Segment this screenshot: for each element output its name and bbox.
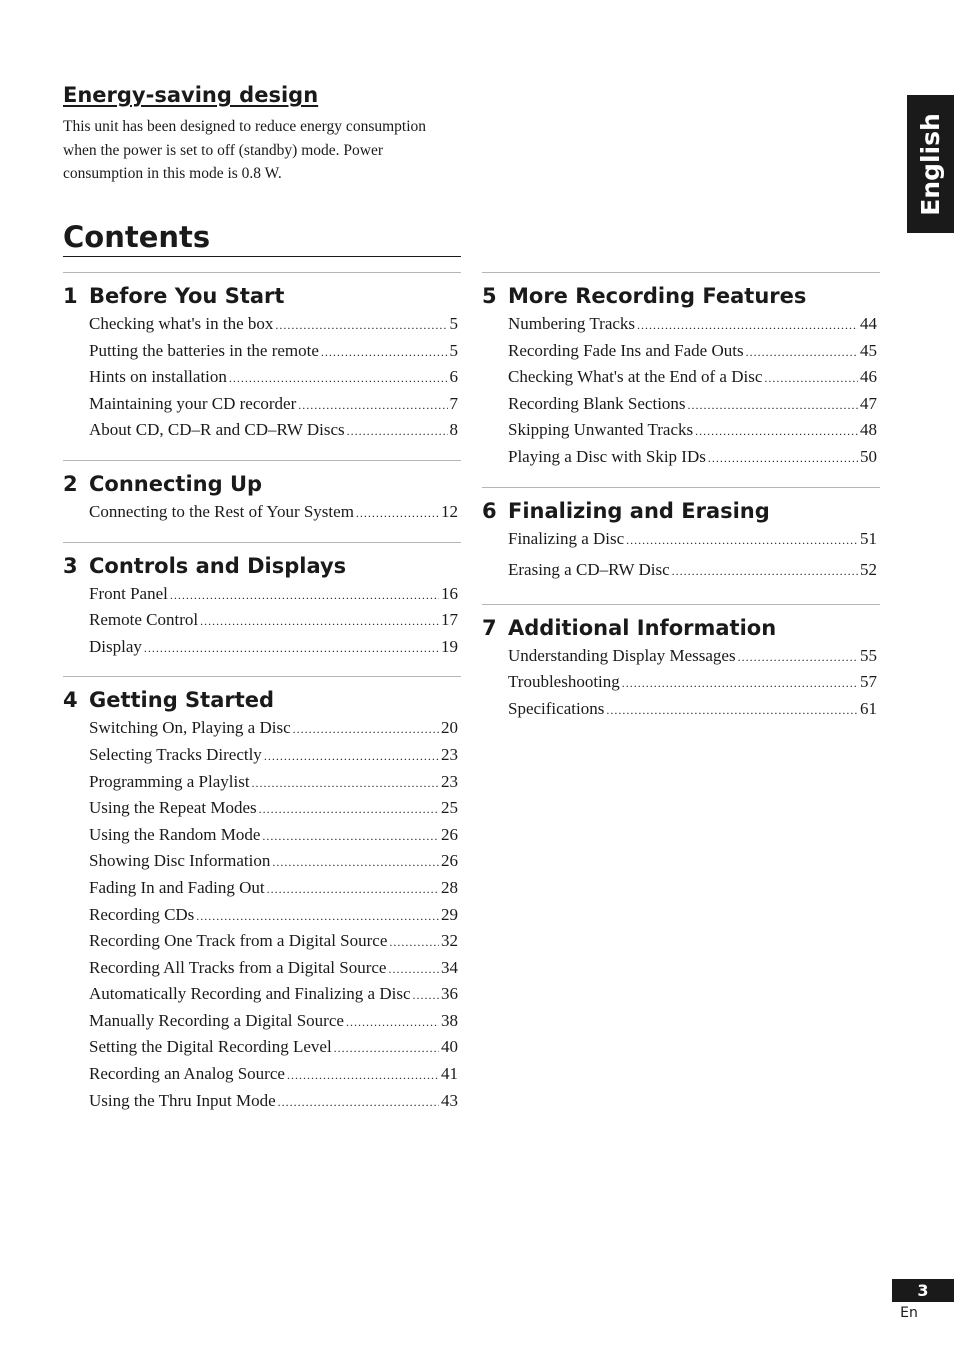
dot-leader bbox=[626, 533, 858, 548]
dot-leader bbox=[252, 776, 439, 791]
toc-entry-page: 38 bbox=[441, 1010, 458, 1030]
toc-entry-label: Remote Control bbox=[89, 610, 199, 630]
toc-entry[interactable] bbox=[508, 367, 877, 394]
toc-entry-label: Automatically Recording and Finalizing a Disc bbox=[89, 984, 411, 1004]
dot-leader bbox=[278, 1095, 439, 1110]
toc-entry-label: Fading In and Fading Out bbox=[89, 877, 265, 897]
dot-leader bbox=[259, 802, 439, 817]
toc-entry[interactable] bbox=[89, 341, 458, 368]
toc-entry-page: 51 bbox=[860, 528, 877, 548]
dot-leader bbox=[321, 345, 448, 360]
toc-entry-label: Connecting to the Rest of Your System bbox=[89, 501, 354, 521]
toc-entry[interactable] bbox=[508, 672, 877, 699]
toc-entry-label: Checking What's at the End of a Disc bbox=[508, 367, 763, 387]
section-number: 3 bbox=[63, 553, 78, 578]
energy-saving-heading: Energy-saving design bbox=[63, 83, 319, 107]
section-title: Before You Start bbox=[89, 284, 285, 308]
toc-entry[interactable] bbox=[89, 798, 458, 825]
toc-entry-label: Setting the Digital Recording Level bbox=[89, 1037, 332, 1057]
toc-entry[interactable] bbox=[89, 637, 458, 664]
section-number: 5 bbox=[482, 284, 497, 308]
toc-entry[interactable] bbox=[508, 447, 877, 474]
toc-entry[interactable] bbox=[508, 560, 877, 591]
dot-leader bbox=[196, 909, 439, 924]
toc-entry-label: Recording Blank Sections bbox=[508, 393, 686, 413]
toc-entry-page: 45 bbox=[860, 340, 877, 360]
language-tab bbox=[907, 95, 954, 233]
toc-entry-page: 44 bbox=[860, 314, 877, 333]
toc-entry-page: 23 bbox=[441, 771, 458, 791]
toc-entry-label: Putting the batteries in the remote bbox=[89, 340, 319, 360]
toc-entry-label: Specifications bbox=[508, 698, 605, 718]
toc-entry[interactable] bbox=[89, 367, 458, 394]
toc-section bbox=[482, 487, 880, 604]
toc-entry[interactable] bbox=[89, 984, 458, 1011]
toc-entry-label: Using the Repeat Modes bbox=[89, 798, 257, 818]
dot-leader bbox=[746, 345, 858, 360]
toc-entry-label: About CD, CD–R and CD–RW Discs bbox=[89, 420, 345, 440]
page-number: 3 bbox=[892, 1279, 954, 1302]
toc-entry-label: Recording an Analog Source bbox=[89, 1064, 285, 1084]
toc-entry[interactable] bbox=[89, 584, 458, 611]
toc-entry[interactable] bbox=[89, 502, 458, 529]
toc-entry-page: 48 bbox=[860, 420, 877, 440]
toc-entry[interactable] bbox=[89, 610, 458, 637]
toc-entry-label: Using the Thru Input Mode bbox=[89, 1090, 276, 1110]
toc-entry-page: 50 bbox=[860, 446, 877, 466]
section-heading bbox=[482, 496, 880, 526]
dot-leader bbox=[298, 398, 447, 413]
dot-leader bbox=[170, 588, 439, 603]
dot-leader bbox=[413, 988, 439, 1003]
section-heading bbox=[63, 551, 461, 581]
dot-leader bbox=[346, 1015, 439, 1030]
toc-entry[interactable] bbox=[508, 420, 877, 447]
section-number: 6 bbox=[482, 498, 497, 523]
dot-leader bbox=[672, 564, 858, 579]
toc-entry-page: 34 bbox=[441, 957, 458, 977]
toc-entry[interactable] bbox=[89, 394, 458, 421]
energy-saving-text: This unit has been designed to reduce energy consumption when the power is set to off (standby) mode. Power consumption in this mode is 0.8 W. bbox=[63, 118, 427, 182]
toc-entry-page: 43 bbox=[441, 1090, 458, 1110]
toc-entry-page: 32 bbox=[441, 931, 458, 951]
toc-entry[interactable] bbox=[89, 825, 458, 852]
toc-entry-label: Programming a Playlist bbox=[89, 771, 250, 791]
toc-entry-page: 25 bbox=[441, 798, 458, 818]
toc-entry-page: 5 bbox=[449, 314, 458, 333]
toc-entry[interactable] bbox=[89, 420, 458, 447]
toc-entry[interactable] bbox=[89, 878, 458, 905]
toc-entry-label: Selecting Tracks Directly bbox=[89, 744, 262, 764]
toc-entry-label: Checking what's in the box bbox=[89, 314, 274, 333]
toc-entry[interactable] bbox=[89, 314, 458, 341]
toc-entry-page: 55 bbox=[860, 645, 877, 665]
toc-entry[interactable] bbox=[508, 341, 877, 368]
section-number: 7 bbox=[482, 615, 497, 640]
language-code: En bbox=[900, 1305, 918, 1321]
toc-entry-label: Troubleshooting bbox=[508, 672, 620, 692]
dot-leader bbox=[144, 641, 439, 656]
toc-entry[interactable] bbox=[89, 1011, 458, 1038]
toc-entry[interactable] bbox=[89, 931, 458, 958]
section-number: 1 bbox=[63, 284, 78, 308]
toc-entry-label: Recording CDs bbox=[89, 904, 195, 924]
toc-entry-page: 41 bbox=[441, 1064, 458, 1084]
dot-leader bbox=[738, 650, 858, 665]
toc-entry-page: 5 bbox=[449, 340, 458, 360]
toc-entry-page: 46 bbox=[860, 367, 877, 387]
toc-entry[interactable] bbox=[508, 699, 877, 726]
dot-leader bbox=[200, 614, 439, 629]
toc-entry[interactable] bbox=[508, 529, 877, 560]
dot-leader bbox=[388, 962, 439, 977]
language-tab-label: English bbox=[916, 112, 945, 216]
section-title: Additional Information bbox=[508, 615, 777, 640]
toc-entry-label: Understanding Display Messages bbox=[508, 645, 736, 665]
toc-entry-page: 8 bbox=[449, 420, 458, 440]
dot-leader bbox=[695, 424, 858, 439]
toc-entry[interactable] bbox=[89, 1037, 458, 1064]
toc-entry-page: 19 bbox=[441, 636, 458, 656]
toc-section bbox=[482, 272, 880, 487]
toc-entry-page: 40 bbox=[441, 1037, 458, 1057]
toc-entry-page: 61 bbox=[860, 698, 877, 718]
toc-entry-label: Front Panel bbox=[89, 583, 168, 603]
toc-entry-page: 52 bbox=[860, 559, 877, 579]
toc-entry[interactable] bbox=[89, 905, 458, 932]
toc-left-column bbox=[63, 272, 461, 1130]
toc-entry-label: Display bbox=[89, 636, 142, 656]
toc-entry-page: 20 bbox=[441, 718, 458, 738]
toc-entry[interactable] bbox=[508, 646, 877, 673]
toc-section bbox=[63, 542, 461, 677]
toc-entry-label: Switching On, Playing a Disc bbox=[89, 718, 291, 738]
toc-entry-page: 26 bbox=[441, 851, 458, 871]
dot-leader bbox=[764, 371, 858, 386]
toc-section bbox=[482, 604, 880, 739]
section-number: 2 bbox=[63, 471, 78, 496]
dot-leader bbox=[347, 424, 448, 439]
section-number: 4 bbox=[63, 688, 78, 713]
toc-entry-page: 26 bbox=[441, 824, 458, 844]
toc-section bbox=[63, 676, 461, 1130]
dot-leader bbox=[272, 855, 439, 870]
section-heading bbox=[482, 613, 880, 643]
section-heading bbox=[482, 281, 880, 311]
toc-entry-page: 47 bbox=[860, 393, 877, 413]
toc-entry-label: Recording One Track from a Digital Source bbox=[89, 931, 388, 951]
toc-entry[interactable] bbox=[89, 851, 458, 878]
dot-leader bbox=[356, 506, 439, 521]
toc-entry-page: 7 bbox=[449, 393, 458, 413]
toc-entry-page: 29 bbox=[441, 904, 458, 924]
dot-leader bbox=[334, 1041, 439, 1056]
dot-leader bbox=[622, 676, 858, 691]
toc-entry[interactable] bbox=[508, 314, 877, 341]
dot-leader bbox=[708, 451, 858, 466]
toc-entry-label: Erasing a CD–RW Disc bbox=[508, 559, 670, 579]
toc-entry-page: 36 bbox=[441, 984, 458, 1004]
dot-leader bbox=[287, 1068, 439, 1083]
dot-leader bbox=[688, 398, 858, 413]
section-title: Finalizing and Erasing bbox=[508, 498, 770, 523]
toc-entry-label: Recording All Tracks from a Digital Source bbox=[89, 957, 387, 977]
dot-leader bbox=[229, 371, 448, 386]
dot-leader bbox=[637, 318, 858, 333]
section-heading bbox=[63, 469, 461, 499]
toc-entry-label: Numbering Tracks bbox=[508, 314, 636, 333]
contents-title: Contents bbox=[63, 218, 461, 257]
toc-entry-label: Recording Fade Ins and Fade Outs bbox=[508, 340, 744, 360]
toc-entry-label: Showing Disc Information bbox=[89, 851, 271, 871]
dot-leader bbox=[267, 882, 439, 897]
section-heading bbox=[63, 281, 461, 311]
section-title: Getting Started bbox=[89, 688, 275, 713]
dot-leader bbox=[264, 749, 439, 764]
toc-entry-page: 57 bbox=[860, 672, 877, 692]
toc-entry-label: Using the Random Mode bbox=[89, 824, 261, 844]
toc-section bbox=[63, 460, 461, 542]
dot-leader bbox=[275, 318, 447, 333]
toc-entry[interactable] bbox=[89, 1064, 458, 1091]
toc-right-column bbox=[482, 272, 880, 738]
toc-entry-page: 16 bbox=[441, 583, 458, 603]
toc-entry[interactable] bbox=[89, 958, 458, 985]
toc-entry-label: Manually Recording a Digital Source bbox=[89, 1010, 344, 1030]
toc-entry-label: Skipping Unwanted Tracks bbox=[508, 420, 694, 440]
section-heading bbox=[63, 685, 461, 715]
dot-leader bbox=[293, 722, 439, 737]
toc-entry-label: Playing a Disc with Skip IDs bbox=[508, 446, 706, 466]
section-title: Controls and Displays bbox=[89, 553, 347, 578]
toc-entry-page: 6 bbox=[449, 367, 458, 387]
toc-entry-label: Finalizing a Disc bbox=[508, 528, 625, 548]
dot-leader bbox=[389, 935, 439, 950]
toc-entry-page: 23 bbox=[441, 744, 458, 764]
section-title: More Recording Features bbox=[508, 284, 807, 308]
section-title: Connecting Up bbox=[89, 471, 263, 496]
toc-section bbox=[63, 272, 461, 460]
toc-entry[interactable] bbox=[89, 772, 458, 799]
toc-entry-page: 28 bbox=[441, 877, 458, 897]
dot-leader bbox=[262, 829, 439, 844]
toc-entry-label: Maintaining your CD recorder bbox=[89, 393, 297, 413]
toc-entry-page: 17 bbox=[441, 610, 458, 630]
toc-entry[interactable] bbox=[89, 1091, 458, 1118]
toc-entry[interactable] bbox=[89, 745, 458, 772]
toc-entry-page: 12 bbox=[441, 501, 458, 521]
toc-entry[interactable] bbox=[89, 718, 458, 745]
dot-leader bbox=[606, 703, 858, 718]
toc-entry[interactable] bbox=[508, 394, 877, 421]
toc-entry-label: Hints on installation bbox=[89, 367, 227, 387]
